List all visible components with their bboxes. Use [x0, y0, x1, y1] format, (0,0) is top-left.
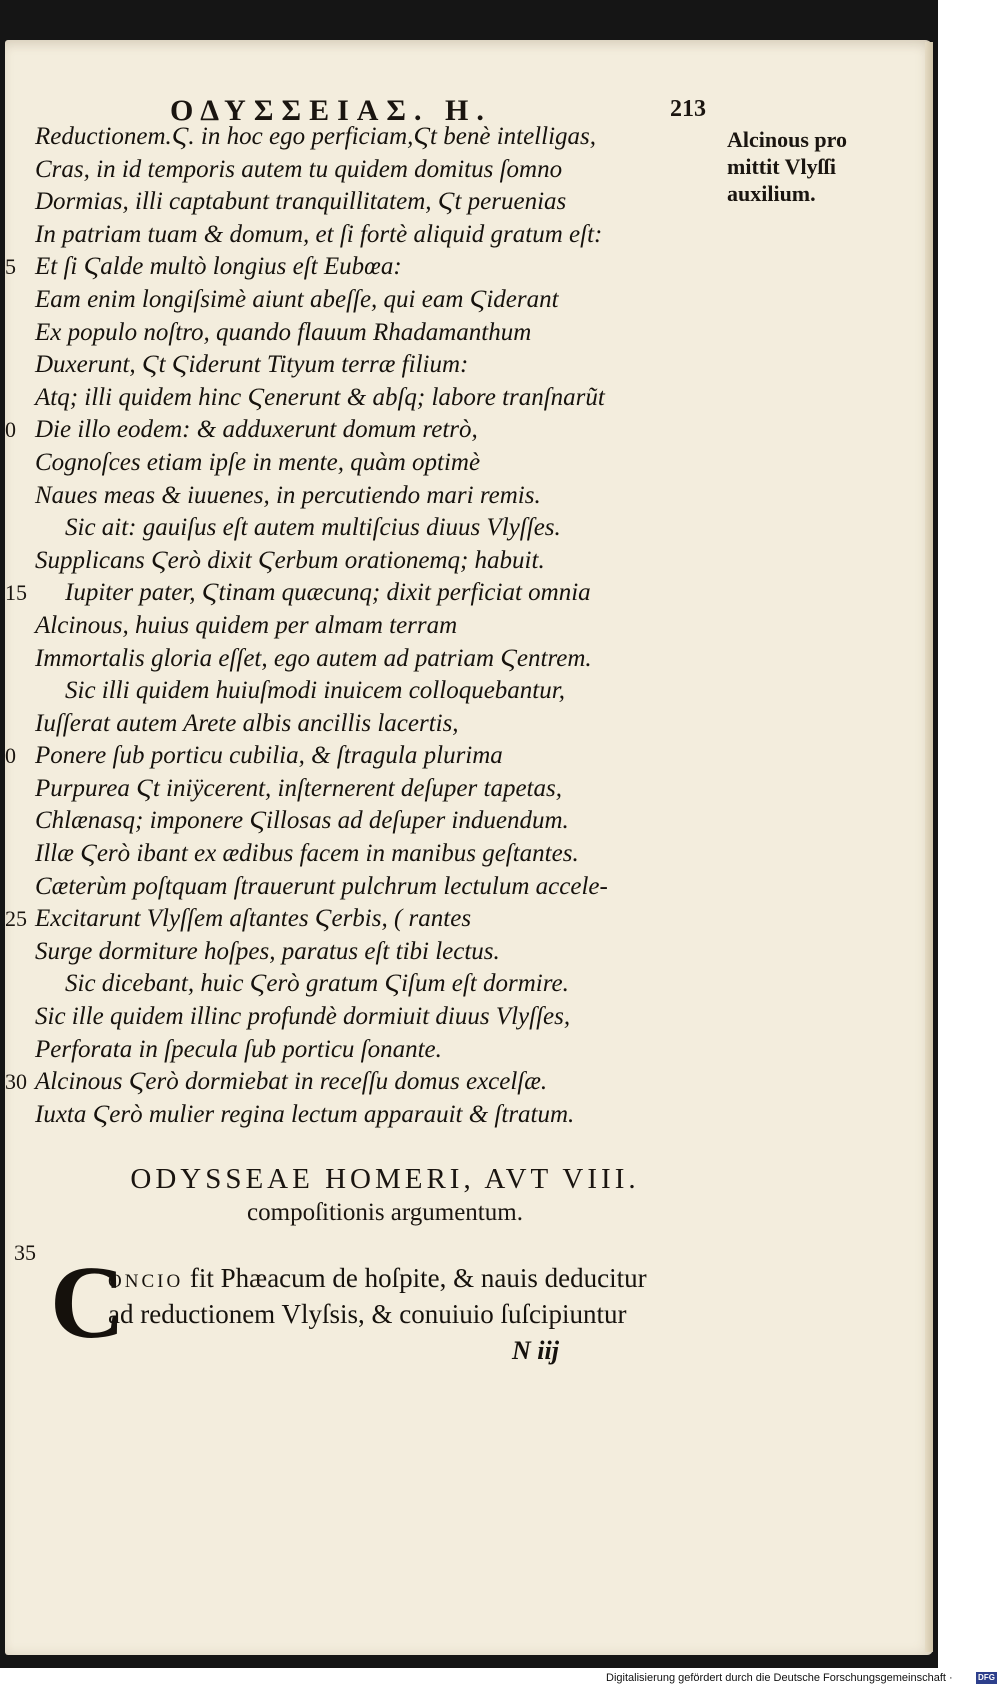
verse-line: [35, 805, 715, 838]
verse-line: [35, 545, 715, 578]
verse-line: [35, 643, 715, 676]
verse-line-number: 0: [5, 743, 16, 769]
argument-line-1-text: fit Phæacum de hoſpite, & nauis deducitur: [183, 1263, 647, 1293]
verse-line-text: Sic ille quidem illinc profundè dormiuit diuus Vlyſſes,: [35, 1003, 571, 1031]
verse-line-text: Chlænasq; imponere Ϛillosas ad deſuper induendum.: [35, 807, 569, 835]
verse-line: [35, 447, 715, 480]
verse-line-text: Illæ Ϛerò ibant ex ædibus facem in manibus geſtantes.: [35, 840, 579, 868]
verse-line-text: Alcinous Ϛerò dormiebat in receſſu domus excelſæ.: [35, 1068, 548, 1096]
verse-line-text: Et ſi Ϛalde multò longius eſt Eubœa:: [35, 253, 402, 281]
verse-line: [5, 1066, 715, 1099]
section-subheading: compoſitionis argumentum.: [247, 1199, 523, 1226]
marginal-note-line: mittit Vlyſſi: [727, 154, 836, 179]
page-edge: [925, 42, 933, 1652]
verse-line: [35, 708, 715, 741]
verse-line-text: Alcinous, huius quidem per almam terram: [35, 611, 458, 639]
verse-line-text: Eam enim longiſsimè aiunt abeſſe, qui eam Ϛiderant: [35, 285, 559, 313]
marginal-note: [727, 126, 887, 207]
verse-line: [35, 1099, 715, 1132]
marginal-note-line: auxilium.: [727, 181, 816, 206]
verse-line-text: Ex populo noſtro, quando flauum Rhadamanthum: [35, 318, 532, 346]
verse-line: [35, 838, 715, 871]
verse-line-text: Cras, in id temporis autem tu quidem domitus ſomno: [35, 155, 563, 183]
signature-mark: N iij: [512, 1336, 559, 1365]
verse-line: [35, 382, 715, 415]
verse-line: [35, 121, 715, 154]
verse-line: [5, 577, 715, 610]
verse-line: [35, 675, 715, 708]
verse-line-text: Sic ait: gauiſus eſt autem multiſcius diuus Vlyſſes.: [65, 514, 561, 542]
verse-line-number: 15: [5, 580, 27, 606]
verse-line-text: Sic illi quidem huiuſmodi inuicem colloquebantur,: [65, 677, 565, 705]
verse-line-number: 0: [5, 417, 16, 443]
verse-line-text: Ponere ſub porticu cubilia, & ſtragula plurima: [35, 742, 503, 770]
verse-line-text: Surge dormiture hoſpes, paratus eſt tibi lectus.: [35, 937, 500, 965]
running-head: ΟΔΥΣΣΕΙΑΣ. Η.: [170, 94, 492, 127]
verse-line-text: Sic dicebant, huic Ϛerò gratum Ϛiſum eſt dormire.: [65, 970, 569, 998]
line-number: 35: [14, 1240, 36, 1265]
verse-line: [5, 251, 715, 284]
verse-line-text: Cæterùm poſtquam ſtrauerunt pulchrum lectulum accele-: [35, 872, 608, 900]
verse-line: [35, 186, 715, 219]
verse-line-text: Reductionem.Ϛ. in hoc ego perficiam,Ϛt benè intelligas,: [35, 123, 596, 150]
drop-cap: C: [50, 1245, 126, 1360]
argument-line-1: [108, 1263, 647, 1294]
verse-line: [35, 936, 715, 969]
verse-line-number: 25: [5, 906, 27, 932]
verse-line-text: Purpurea Ϛt iniÿcerent, inſternerent deſuper tapetas,: [35, 774, 562, 802]
verse-line: [35, 1034, 715, 1067]
verse-line-number: 30: [5, 1069, 27, 1095]
verse-block: [5, 121, 715, 1131]
verse-line: [35, 610, 715, 643]
verse-line-text: Perforata in ſpecula ſub porticu ſonante.: [35, 1035, 442, 1063]
argument-line-2: ad reductionem Vlyſsis, & conuiuio ſuſcipiuntur: [108, 1299, 627, 1329]
verse-line-text: Die illo eodem: & adduxerunt domum retrò,: [35, 416, 478, 444]
verse-line: [35, 284, 715, 317]
verse-line: [35, 871, 715, 904]
verse-line: [5, 903, 715, 936]
verse-line-text: Atq; illi quidem hinc Ϛenerunt & abſq; labore tranſnarũt: [35, 383, 605, 411]
verse-line: [35, 512, 715, 545]
verse-line: [35, 349, 715, 382]
page-number: 213: [670, 96, 706, 122]
verse-line: [5, 414, 715, 447]
verse-line-text: Naues meas & iuuenes, in percutiendo mari remis.: [35, 481, 541, 509]
verse-line: [35, 317, 715, 350]
verse-line-text: Dormias, illi captabunt tranquillitatem, Ϛt peruenias: [35, 188, 567, 216]
verse-line: [35, 154, 715, 187]
verse-line: [35, 219, 715, 252]
verse-line: [35, 480, 715, 513]
verse-line-number: 5: [5, 254, 16, 280]
verse-line-text: Immortalis gloria eſſet, ego autem ad patriam Ϛentrem.: [35, 644, 592, 672]
verse-line: [5, 740, 715, 773]
verse-line: [35, 1001, 715, 1034]
verse-line-text: Excitarunt Vlyſſem aſtantes Ϛerbis, ( rantes: [35, 905, 472, 933]
section-heading: ODYSSEAE HOMERI, AVT VIII.: [130, 1163, 640, 1195]
verse-line-text: In patriam tuam & domum, et ſi fortè aliquid gratum eſt:: [35, 220, 603, 248]
verse-line-text: Duxerunt, Ϛt Ϛiderunt Tityum terræ filium:: [35, 351, 469, 379]
verse-line: [35, 968, 715, 1001]
verse-line-text: Iuſſerat autem Arete albis ancillis lacertis,: [35, 709, 459, 737]
verse-line-text: Iupiter pater, Ϛtinam quæcunq; dixit perficiat omnia: [65, 579, 591, 607]
dfg-logo: DFG: [976, 1672, 997, 1684]
verse-line-text: Iuxta Ϛerò mulier regina lectum apparauit & ſtratum.: [35, 1100, 575, 1128]
verse-line-text: Cognoſces etiam ipſe in mente, quàm optimè: [35, 448, 481, 476]
verse-line: [35, 773, 715, 806]
digitization-credit: Digitalisierung gefördert durch die Deutsche Forschungsgemeinschaft ·: [606, 1672, 953, 1684]
marginal-note-line: Alcinous pro: [727, 127, 848, 152]
argument-small-caps: ONCIO: [108, 1271, 184, 1292]
verse-line-text: Supplicans Ϛerò dixit Ϛerbum orationemq; habuit.: [35, 546, 545, 574]
